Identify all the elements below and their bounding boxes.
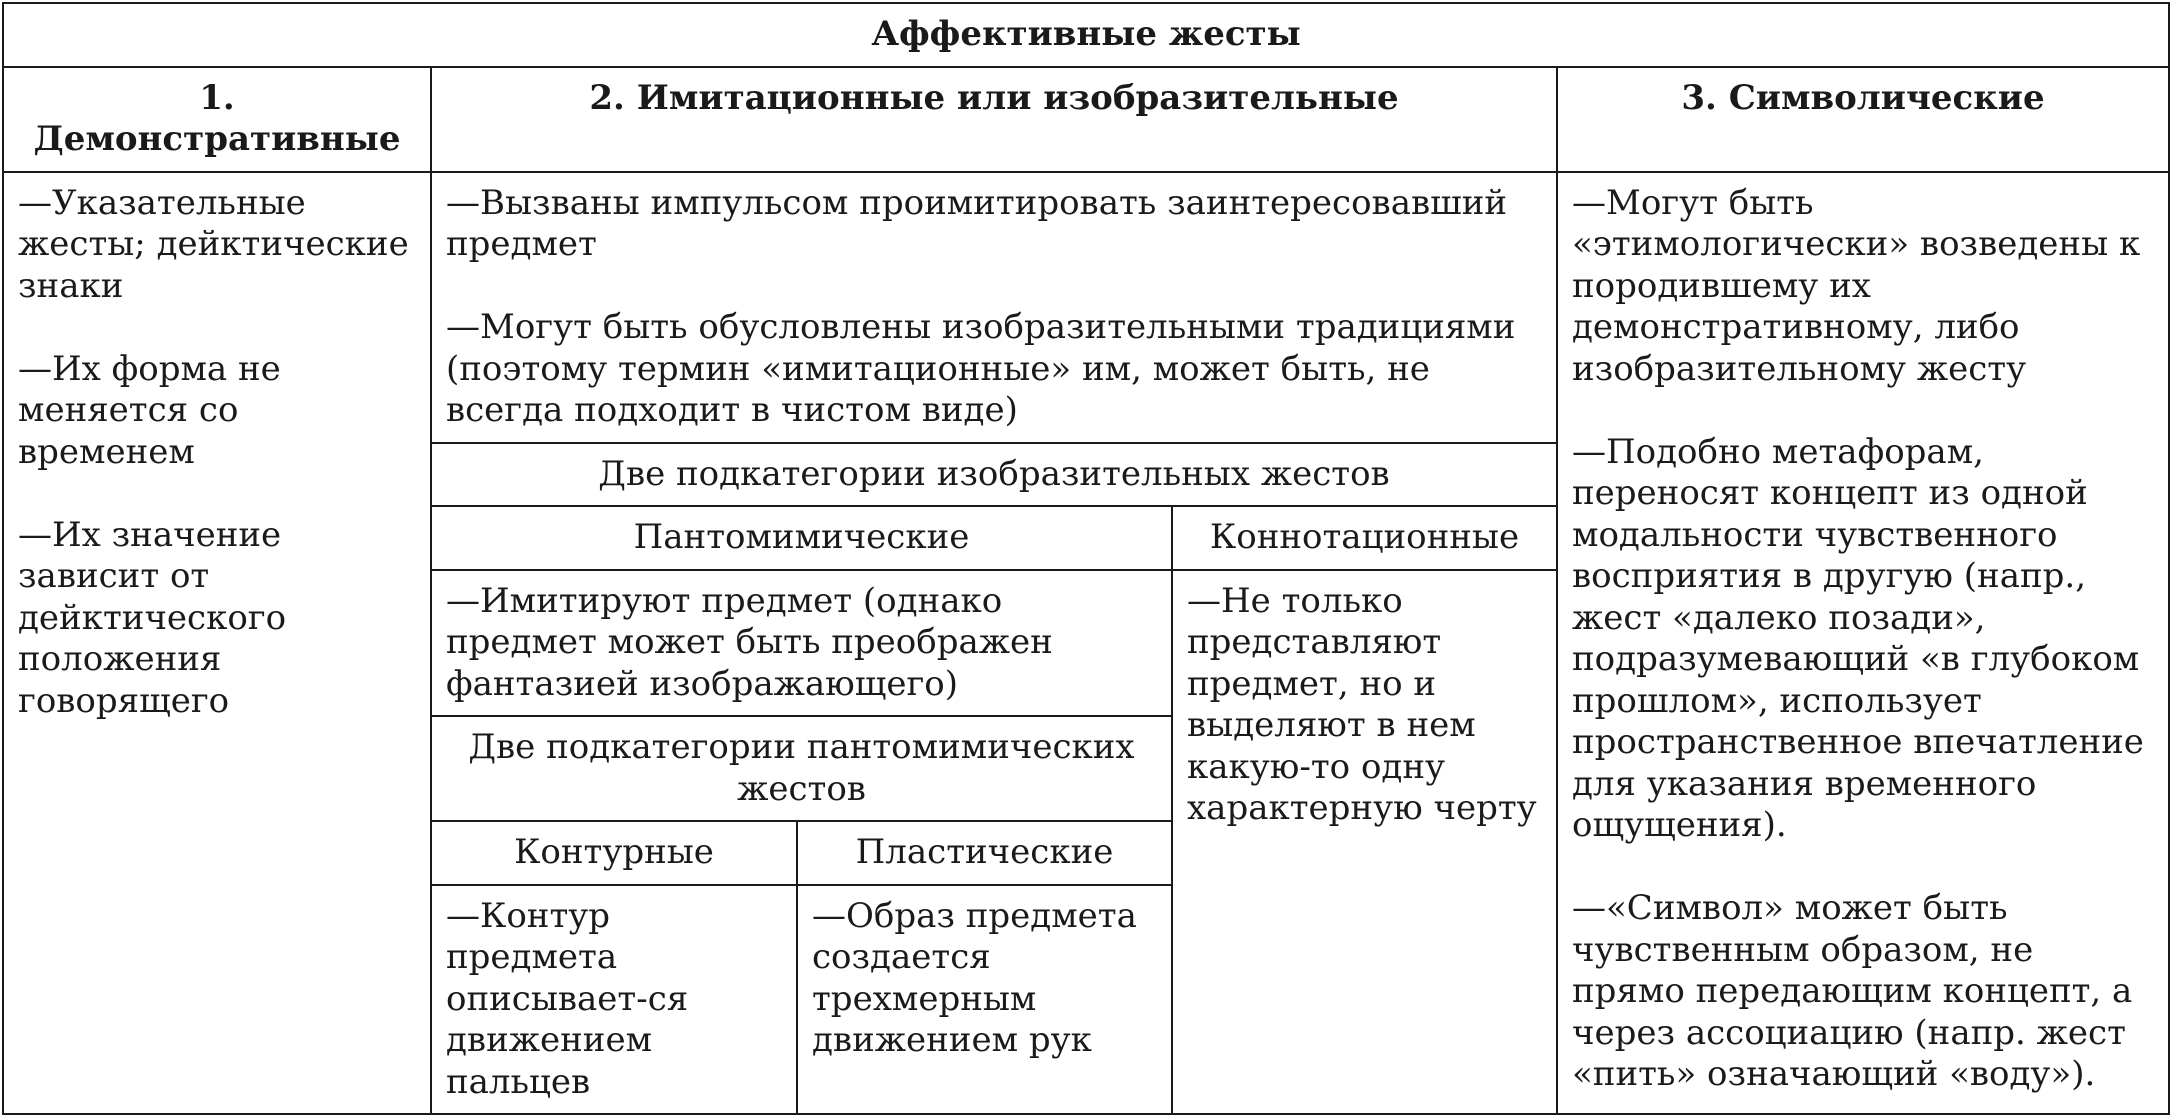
imitative-item-1: —Вызваны импульсом проимитировать заинтересовавший предмет <box>446 182 1508 264</box>
pantomimic-text-cell <box>431 570 1172 717</box>
pantomimic-header: Пантомимические <box>431 506 1172 570</box>
title-row <box>3 3 2169 67</box>
demonstrative-cell <box>3 172 431 1115</box>
imitative-cell <box>431 172 1557 443</box>
symbolic-item-2: —Подобно метафорам, переносят концепт из одной модальности чувственного восприятия в другую (напр., жест «далеко позади», подразумевающий «в глубоком прошлом», использует пространственное впечатление для указания временного ощущения). <box>1572 431 2144 845</box>
symbolic-cell <box>1557 172 2169 1115</box>
pantomimic-subcategories-header: Две подкатегории пантомимических жестов <box>431 716 1172 821</box>
header-symbolic: 3. Символические <box>1557 67 2169 172</box>
connotative-header: Коннотационные <box>1172 506 1557 570</box>
header-imitative: 2. Имитационные или изобразительные <box>431 67 1557 172</box>
header-demonstrative: 1. Демонстративные <box>3 67 431 172</box>
contour-header: Контурные <box>431 821 797 885</box>
content-row-1 <box>3 172 2169 443</box>
imitative-item-2: —Могут быть обусловлены изобразительными традициями (поэтому термин «имитационные» им, может быть, не всегда подходит в чистом виде) <box>446 307 1516 430</box>
symbolic-item-3: —«Символ» может быть чувственным образом, не прямо передающим концепт, а через ассоциацию (напр. жест «пить» означающий «воду»). <box>1572 888 2133 1094</box>
affective-gestures-table <box>2 2 2170 1115</box>
demonstrative-item-3: —Их значение зависит от дейктического положения говорящего <box>18 514 287 721</box>
demonstrative-item-1: —Указательные жесты; дейктические знаки <box>18 182 409 306</box>
connotative-text: —Не только представляют предмет, но и выделяют в нем какую-то одну характерную черту <box>1187 580 1537 828</box>
symbolic-item-1: —Могут быть «этимологически» возведены к породившему их демонстративному, либо изобразительному жесту <box>1572 182 2141 389</box>
contour-text-cell <box>431 885 797 1115</box>
plastic-text-cell <box>797 885 1172 1115</box>
column-header-row <box>3 67 2169 172</box>
contour-text: —Контур предмета описывает-ся движением пальцев <box>446 895 689 1102</box>
table-title: Аффективные жесты <box>3 3 2169 67</box>
connotative-text-cell <box>1172 570 1557 1115</box>
demonstrative-item-2: —Их форма не меняется со временем <box>18 348 281 472</box>
pantomimic-text: —Имитируют предмет (однако предмет может быть преображен фантазией изображающего) <box>446 580 1053 704</box>
plastic-header: Пластические <box>797 821 1172 885</box>
imitative-subcategories-header: Две подкатегории изобразительных жестов <box>431 443 1557 507</box>
plastic-text: —Образ предмета создается трехмерным движением рук <box>812 895 1137 1060</box>
